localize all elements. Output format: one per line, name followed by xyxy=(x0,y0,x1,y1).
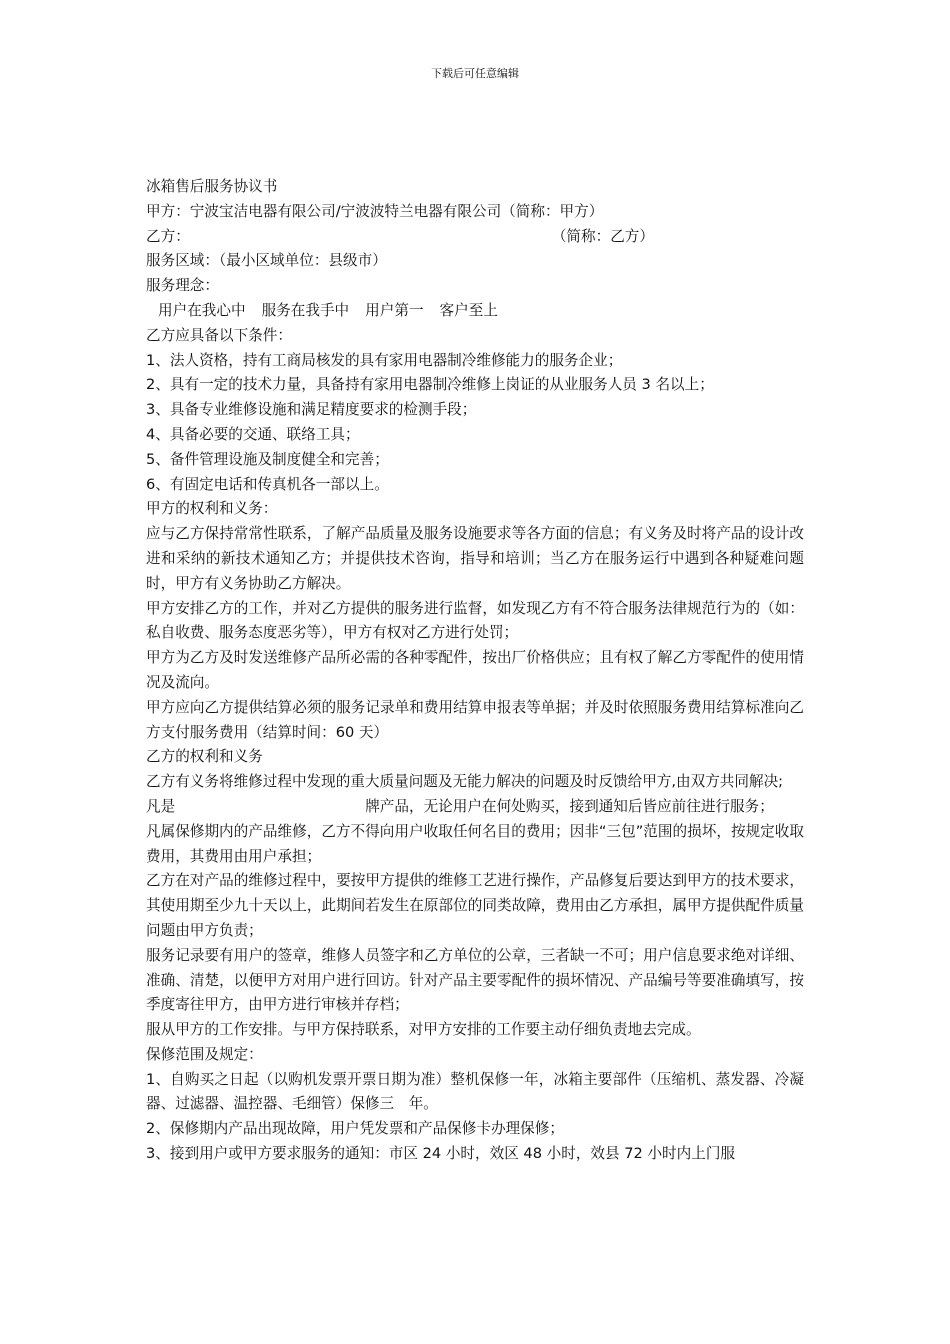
conditions-heading: 乙方应具备以下条件： xyxy=(146,326,292,344)
party-b-rights-paragraph: 乙方有义务将维修过程中发现的重大质量问题及无能力解决的问题及时反馈给甲方,由双方共同解决; xyxy=(146,773,784,791)
condition-item: 5、备件管理设施及制度健全和完善； xyxy=(146,450,389,468)
brand-prefix: 凡是 xyxy=(146,797,176,815)
warranty-heading: 保修范围及规定： xyxy=(146,1045,263,1063)
party-a-rights-paragraph: 甲方应向乙方提供结算必须的服务记录单和费用结算申报表等单据；并及时依照服务费用结算标准向乙方支付服务费用（结算时间：60 天） xyxy=(146,698,804,741)
page-header-note: 下载后可任意编辑 xyxy=(431,67,519,80)
motto-item: 服务在我手中 xyxy=(261,301,350,319)
party-a-rights-heading: 甲方的权利和义务： xyxy=(146,500,278,518)
party-a-line: 甲方：宁波宝洁电器有限公司/宁波波特兰电器有限公司（简称：甲方） xyxy=(146,202,604,220)
warranty-item: 1、自购买之日起（以购机发票开票日期为准）整机保修一年，冰箱主要部件（压缩机、蒸发器、冷凝器、过滤器、温控器、毛细管）保修三 年。 xyxy=(146,1070,804,1113)
motto-item: 用户第一 xyxy=(365,301,424,319)
document-body xyxy=(146,175,804,1167)
party-b-line xyxy=(146,225,804,250)
motto-item: 用户在我心中 xyxy=(158,301,246,319)
motto-item: 客户至上 xyxy=(439,301,498,319)
service-area-line: 服务区域：（最小区域单位：县级市） xyxy=(146,252,387,270)
party-a-rights-paragraph: 应与乙方保持常常性联系，了解产品质量及服务设施要求等各方面的信息；有义务及时将产品的设计改进和采纳的新技术通知乙方；并提供技术咨询，指导和培训；当乙方在服务运行中遇到各种疑难问题时，甲方有义务协助乙方解决。 xyxy=(146,525,804,592)
party-b-rights-paragraph: 乙方在对产品的维修过程中，要按甲方提供的维修工艺进行操作，产品修复后要达到甲方的技术要求，其使用期至少九十天以上，此期间若发生在原部位的同类故障，费用由乙方承担，属甲方提供配件质量问题由甲方负责； xyxy=(146,872,804,939)
warranty-item: 3、接到用户或甲方要求服务的通知：市区 24 小时，效区 48 小时，效县 72 小时内上门服 xyxy=(146,1145,736,1163)
brand-rest: 牌产品，无论用户在何处购买，接到通知后皆应前往进行服务； xyxy=(365,797,774,815)
party-b-rights-paragraph: 凡属保修期内的产品维修，乙方不得向用户收取任何名目的费用；因非“三包”范围的损坏，按规定收取费用，其费用由用户承担； xyxy=(146,822,804,865)
condition-item: 3、具备专业维修设施和满足精度要求的检测手段； xyxy=(146,401,477,419)
document-title: 冰箱售后服务协议书 xyxy=(146,178,278,195)
philosophy-label: 服务理念： xyxy=(146,277,219,295)
brand-blank-paragraph xyxy=(146,795,804,820)
philosophy-mottos xyxy=(146,299,804,324)
condition-item: 6、有固定电话和传真机各一部以上。 xyxy=(146,475,389,493)
condition-item: 2、具有一定的技术力量，具备持有家用电器制冷维修上岗证的从业服务人员 3 名以上； xyxy=(146,376,714,394)
party-a-rights-paragraph: 甲方为乙方及时发送维修产品所必需的各种零配件，按出厂价格供应；且有权了解乙方零配件的使用情况及流向。 xyxy=(146,649,804,691)
party-b-rights-paragraph: 服从甲方的工作安排。与甲方保持联系，对甲方安排的工作要主动仔细负责地去完成。 xyxy=(146,1021,701,1039)
party-b-label: 乙方： xyxy=(146,227,190,245)
condition-item: 4、具备必要的交通、联络工具； xyxy=(146,425,360,443)
party-b-rights-heading: 乙方的权利和义务 xyxy=(146,748,263,766)
condition-item: 1、法人资格，持有工商局核发的具有家用电器制冷维修能力的服务企业； xyxy=(146,351,623,369)
party-b-short-name: （简称：乙方） xyxy=(551,227,654,245)
party-a-rights-paragraph: 甲方安排乙方的工作，并对乙方提供的服务进行监督，如发现乙方有不符合服务法律规范行为的（如：私自收费、服务态度恶劣等），甲方有权对乙方进行处罚； xyxy=(146,599,804,642)
party-b-rights-paragraph: 服务记录要有用户的签章，维修人员签字和乙方单位的公章，三者缺一不可；用户信息要求绝对详细、准确、清楚，以便甲方对用户进行回访。针对产品主要零配件的损坏情况、产品编号等要准确填写，按季度寄往甲方，由甲方进行审核并存档； xyxy=(146,946,804,1014)
warranty-item: 2、保修期内产品出现故障，用户凭发票和产品保修卡办理保修； xyxy=(146,1120,564,1138)
